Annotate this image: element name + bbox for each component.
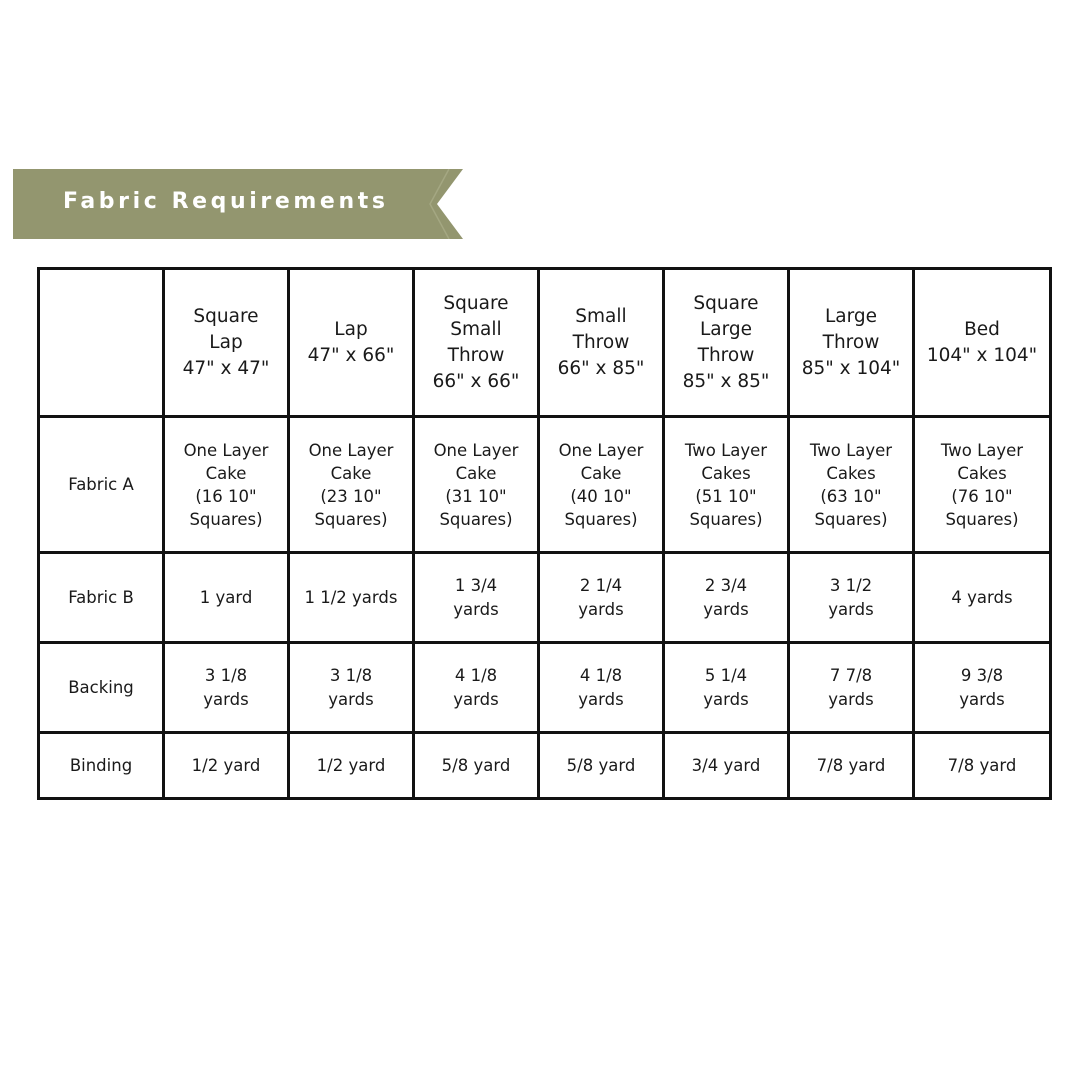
cell-line: Square bbox=[693, 292, 759, 314]
cell-line: yards bbox=[203, 689, 249, 709]
cell-line: Throw bbox=[572, 331, 630, 353]
table-cell bbox=[414, 553, 539, 643]
cell-line: Squares) bbox=[814, 509, 888, 529]
cell-line: 47" x 47" bbox=[182, 357, 270, 379]
row-label: Binding bbox=[39, 733, 164, 799]
cell-line: Squares) bbox=[439, 509, 513, 529]
table-row bbox=[39, 553, 1051, 643]
table-cell bbox=[789, 733, 914, 799]
table-cell bbox=[914, 417, 1051, 553]
table-cell bbox=[664, 553, 789, 643]
header-row bbox=[39, 269, 1051, 417]
cell-line: 1 yard bbox=[199, 587, 253, 607]
table-row bbox=[39, 417, 1051, 553]
cell-line: Large bbox=[699, 318, 753, 340]
cell-line: Cakes bbox=[826, 463, 876, 483]
cell-line: yards bbox=[453, 599, 499, 619]
cell-line: Two Layer bbox=[940, 440, 1024, 460]
cell-line: yards bbox=[703, 599, 749, 619]
cell-line: 2 1/4 bbox=[579, 575, 623, 595]
cell-line: yards bbox=[578, 689, 624, 709]
cell-line: 104" x 104" bbox=[926, 344, 1038, 366]
cell-line: Two Layer bbox=[809, 440, 893, 460]
title-banner bbox=[13, 169, 463, 239]
cell-line: Cakes bbox=[701, 463, 751, 483]
cell-line: 5/8 yard bbox=[441, 755, 511, 775]
cell-line: (23 10" bbox=[320, 486, 382, 506]
cell-line: 85" x 104" bbox=[801, 357, 901, 379]
cell-line: One Layer bbox=[433, 440, 519, 460]
table-cell bbox=[914, 553, 1051, 643]
cell-line: 3 1/2 bbox=[829, 575, 873, 595]
cell-line: Cakes bbox=[957, 463, 1007, 483]
table-cell bbox=[664, 643, 789, 733]
table-cell bbox=[164, 733, 289, 799]
cell-line: Squares) bbox=[564, 509, 638, 529]
column-header bbox=[289, 269, 414, 417]
cell-line: 66" x 66" bbox=[432, 370, 520, 392]
cell-line: Square bbox=[193, 305, 259, 327]
cell-line: 7/8 yard bbox=[816, 755, 886, 775]
table-cell bbox=[539, 733, 664, 799]
cell-line: 1/2 yard bbox=[316, 755, 386, 775]
table-cell bbox=[289, 733, 414, 799]
table-cell bbox=[789, 643, 914, 733]
cell-line: (31 10" bbox=[445, 486, 507, 506]
table-cell bbox=[164, 417, 289, 553]
cell-line: Squares) bbox=[189, 509, 263, 529]
cell-line: Squares) bbox=[945, 509, 1019, 529]
column-header bbox=[164, 269, 289, 417]
fabric-requirements-table bbox=[37, 267, 1052, 800]
cell-line: 1 1/2 yards bbox=[304, 587, 398, 607]
cell-line: 5/8 yard bbox=[566, 755, 636, 775]
cell-line: 4 1/8 bbox=[454, 665, 498, 685]
table-cell bbox=[664, 417, 789, 553]
table-cell bbox=[164, 553, 289, 643]
cell-line: Cake bbox=[580, 463, 622, 483]
table-cell bbox=[789, 553, 914, 643]
table-cell bbox=[914, 733, 1051, 799]
cell-line: 3 1/8 bbox=[204, 665, 248, 685]
cell-line: (16 10" bbox=[195, 486, 257, 506]
cell-line: 1 3/4 bbox=[454, 575, 498, 595]
table-cell bbox=[789, 417, 914, 553]
table-cell bbox=[539, 417, 664, 553]
cell-line: (51 10" bbox=[695, 486, 757, 506]
cell-line: 4 yards bbox=[951, 587, 1013, 607]
column-header bbox=[789, 269, 914, 417]
cell-line: Cake bbox=[330, 463, 372, 483]
cell-line: 2 3/4 bbox=[704, 575, 748, 595]
cell-line: 85" x 85" bbox=[682, 370, 770, 392]
column-header bbox=[914, 269, 1051, 417]
cell-line: Throw bbox=[697, 344, 755, 366]
column-header bbox=[664, 269, 789, 417]
table-cell bbox=[289, 553, 414, 643]
cell-line: Small bbox=[450, 318, 502, 340]
cell-line: Bed bbox=[964, 318, 1000, 340]
cell-line: 5 1/4 bbox=[704, 665, 748, 685]
cell-line: Throw bbox=[822, 331, 880, 353]
table-cell bbox=[664, 733, 789, 799]
table-cell bbox=[289, 643, 414, 733]
cell-line: yards bbox=[328, 689, 374, 709]
table-row bbox=[39, 643, 1051, 733]
cell-line: yards bbox=[828, 689, 874, 709]
cell-line: yards bbox=[959, 689, 1005, 709]
cell-line: Lap bbox=[209, 331, 243, 353]
cell-line: (63 10" bbox=[820, 486, 882, 506]
row-label: Backing bbox=[39, 643, 164, 733]
cell-line: 7/8 yard bbox=[947, 755, 1017, 775]
cell-line: 47" x 66" bbox=[307, 344, 395, 366]
cell-line: Throw bbox=[447, 344, 505, 366]
cell-line: 4 1/8 bbox=[579, 665, 623, 685]
row-label: Fabric A bbox=[39, 417, 164, 553]
row-label: Fabric B bbox=[39, 553, 164, 643]
cell-line: 1/2 yard bbox=[191, 755, 261, 775]
cell-line: One Layer bbox=[308, 440, 394, 460]
cell-line: Cake bbox=[455, 463, 497, 483]
column-header bbox=[414, 269, 539, 417]
cell-line: Lap bbox=[334, 318, 368, 340]
banner-title: Fabric Requirements bbox=[63, 189, 389, 214]
cell-line: Two Layer bbox=[684, 440, 768, 460]
cell-line: yards bbox=[578, 599, 624, 619]
cell-line: (76 10" bbox=[951, 486, 1013, 506]
cell-line: 3 1/8 bbox=[329, 665, 373, 685]
table-cell bbox=[539, 643, 664, 733]
cell-line: One Layer bbox=[558, 440, 644, 460]
cell-line: One Layer bbox=[183, 440, 269, 460]
table-cell bbox=[414, 643, 539, 733]
cell-line: Cake bbox=[205, 463, 247, 483]
cell-line: (40 10" bbox=[570, 486, 632, 506]
table-row bbox=[39, 733, 1051, 799]
cell-line: Large bbox=[824, 305, 878, 327]
cell-line: Small bbox=[575, 305, 627, 327]
cell-line: 3/4 yard bbox=[691, 755, 761, 775]
cell-line: Squares) bbox=[689, 509, 763, 529]
table-cell bbox=[414, 733, 539, 799]
table-cell bbox=[914, 643, 1051, 733]
cell-line: yards bbox=[453, 689, 499, 709]
cell-line: 9 3/8 bbox=[960, 665, 1004, 685]
column-header bbox=[539, 269, 664, 417]
table-cell bbox=[414, 417, 539, 553]
cell-line: yards bbox=[828, 599, 874, 619]
cell-line: yards bbox=[703, 689, 749, 709]
corner-cell bbox=[39, 269, 164, 417]
cell-line: 7 7/8 bbox=[829, 665, 873, 685]
table-cell bbox=[289, 417, 414, 553]
cell-line: 66" x 85" bbox=[557, 357, 645, 379]
cell-line: Square bbox=[443, 292, 509, 314]
cell-line: Squares) bbox=[314, 509, 388, 529]
table-cell bbox=[539, 553, 664, 643]
table-cell bbox=[164, 643, 289, 733]
